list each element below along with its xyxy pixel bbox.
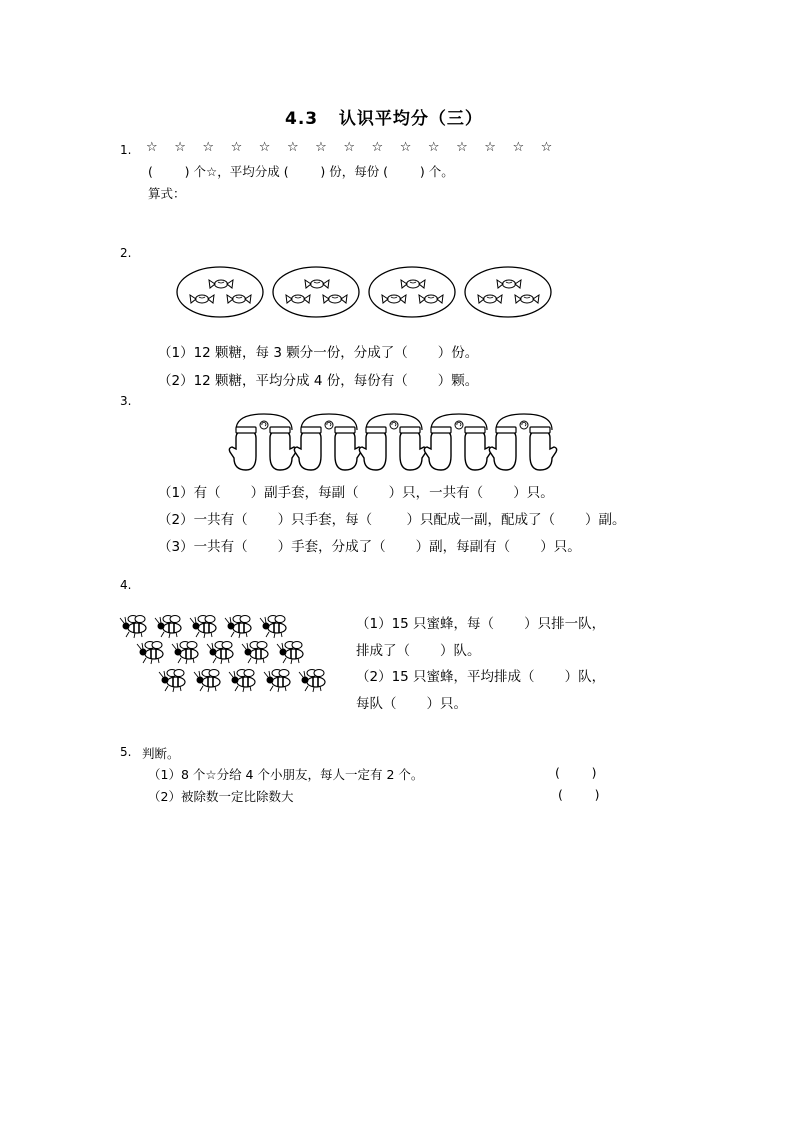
- question-5-sub2: （2）被除数一定比除数大: [148, 789, 294, 804]
- question-5-heading: 判断。: [142, 746, 180, 761]
- star-icon: ☆: [286, 140, 299, 155]
- question-3-sub1: （1）有（ ）副手套，每副（ ）只，一共有（ ）只。: [158, 485, 554, 501]
- question-2-sub2: （2）12 颗糖，平均分成 4 份，每份有（ ）颗。: [158, 373, 479, 389]
- page-title: 4.3 认识平均分（三）: [285, 109, 483, 129]
- bee-icon: [159, 670, 185, 693]
- question-2-sub1: （1）12 颗糖，每 3 颗分一份，分成了（ ）份。: [158, 345, 479, 361]
- bee-icon: [137, 642, 163, 665]
- question-1-formula-label: 算式：: [148, 186, 186, 201]
- star-icon: ☆: [146, 140, 158, 155]
- star-icon: ☆: [484, 140, 496, 155]
- bee-icon: [299, 670, 325, 693]
- bee-icon: [120, 616, 146, 639]
- star-icon: ☆: [258, 140, 271, 155]
- star-icon: ☆: [371, 140, 384, 155]
- bee-icon: [172, 642, 198, 665]
- question-5-number: 5.: [120, 745, 132, 759]
- question-2-number: 2.: [120, 246, 132, 260]
- star-icon: ☆: [427, 140, 440, 155]
- bee-icon: [242, 642, 268, 665]
- question-3-sub3: （3）一共有（ ）手套，分成了（ ）副，每副有（ ）只。: [158, 539, 581, 555]
- star-icon: ☆: [343, 140, 355, 155]
- question-5-sub1: （1）8 个☆分给 4 个小朋友，每人一定有 2 个。: [148, 767, 424, 782]
- star-icon: ☆: [202, 140, 215, 155]
- question-4-number: 4.: [120, 578, 132, 592]
- star-icon: ☆: [174, 140, 186, 155]
- star-icon: ☆: [512, 140, 525, 155]
- star-icon: ☆: [315, 140, 327, 155]
- star-icon: ☆: [456, 140, 468, 155]
- bee-icon: [194, 670, 220, 693]
- question-5-sub1-blank: ( ): [555, 765, 597, 780]
- bee-icon: [229, 670, 255, 693]
- star-icon: ☆: [399, 140, 412, 155]
- star-icon: ☆: [540, 140, 553, 155]
- bee-icon: [277, 642, 303, 665]
- question-3-sub2: （2）一共有（ ）只手套，每（ ）只配成一副，配成了（ ）副。: [158, 512, 626, 528]
- question-4-sub2-line1: （2）15 只蜜蜂，平均排成（ ）队，: [356, 669, 606, 685]
- star-icon: ☆: [230, 140, 243, 155]
- question-3-number: 3.: [120, 394, 132, 408]
- bee-icon: [260, 616, 286, 639]
- bee-icon: [190, 616, 216, 639]
- bee-icon: [207, 642, 233, 665]
- question-1-line1: ( ) 个☆，平均分成 ( ) 份，每份 ( ) 个。: [148, 164, 454, 179]
- question-1-number: 1.: [120, 143, 132, 157]
- bee-icon: [225, 616, 251, 639]
- bee-icon: [155, 616, 181, 639]
- question-4-sub2-line2: 每队（ ）只。: [356, 696, 468, 712]
- question-4-sub1-line1: （1）15 只蜜蜂，每（ ）只排一队，: [356, 616, 606, 632]
- bee-icon: [264, 670, 290, 693]
- question-4-sub1-line2: 排成了（ ）队。: [356, 643, 481, 659]
- question-5-sub2-blank: ( ): [558, 787, 600, 802]
